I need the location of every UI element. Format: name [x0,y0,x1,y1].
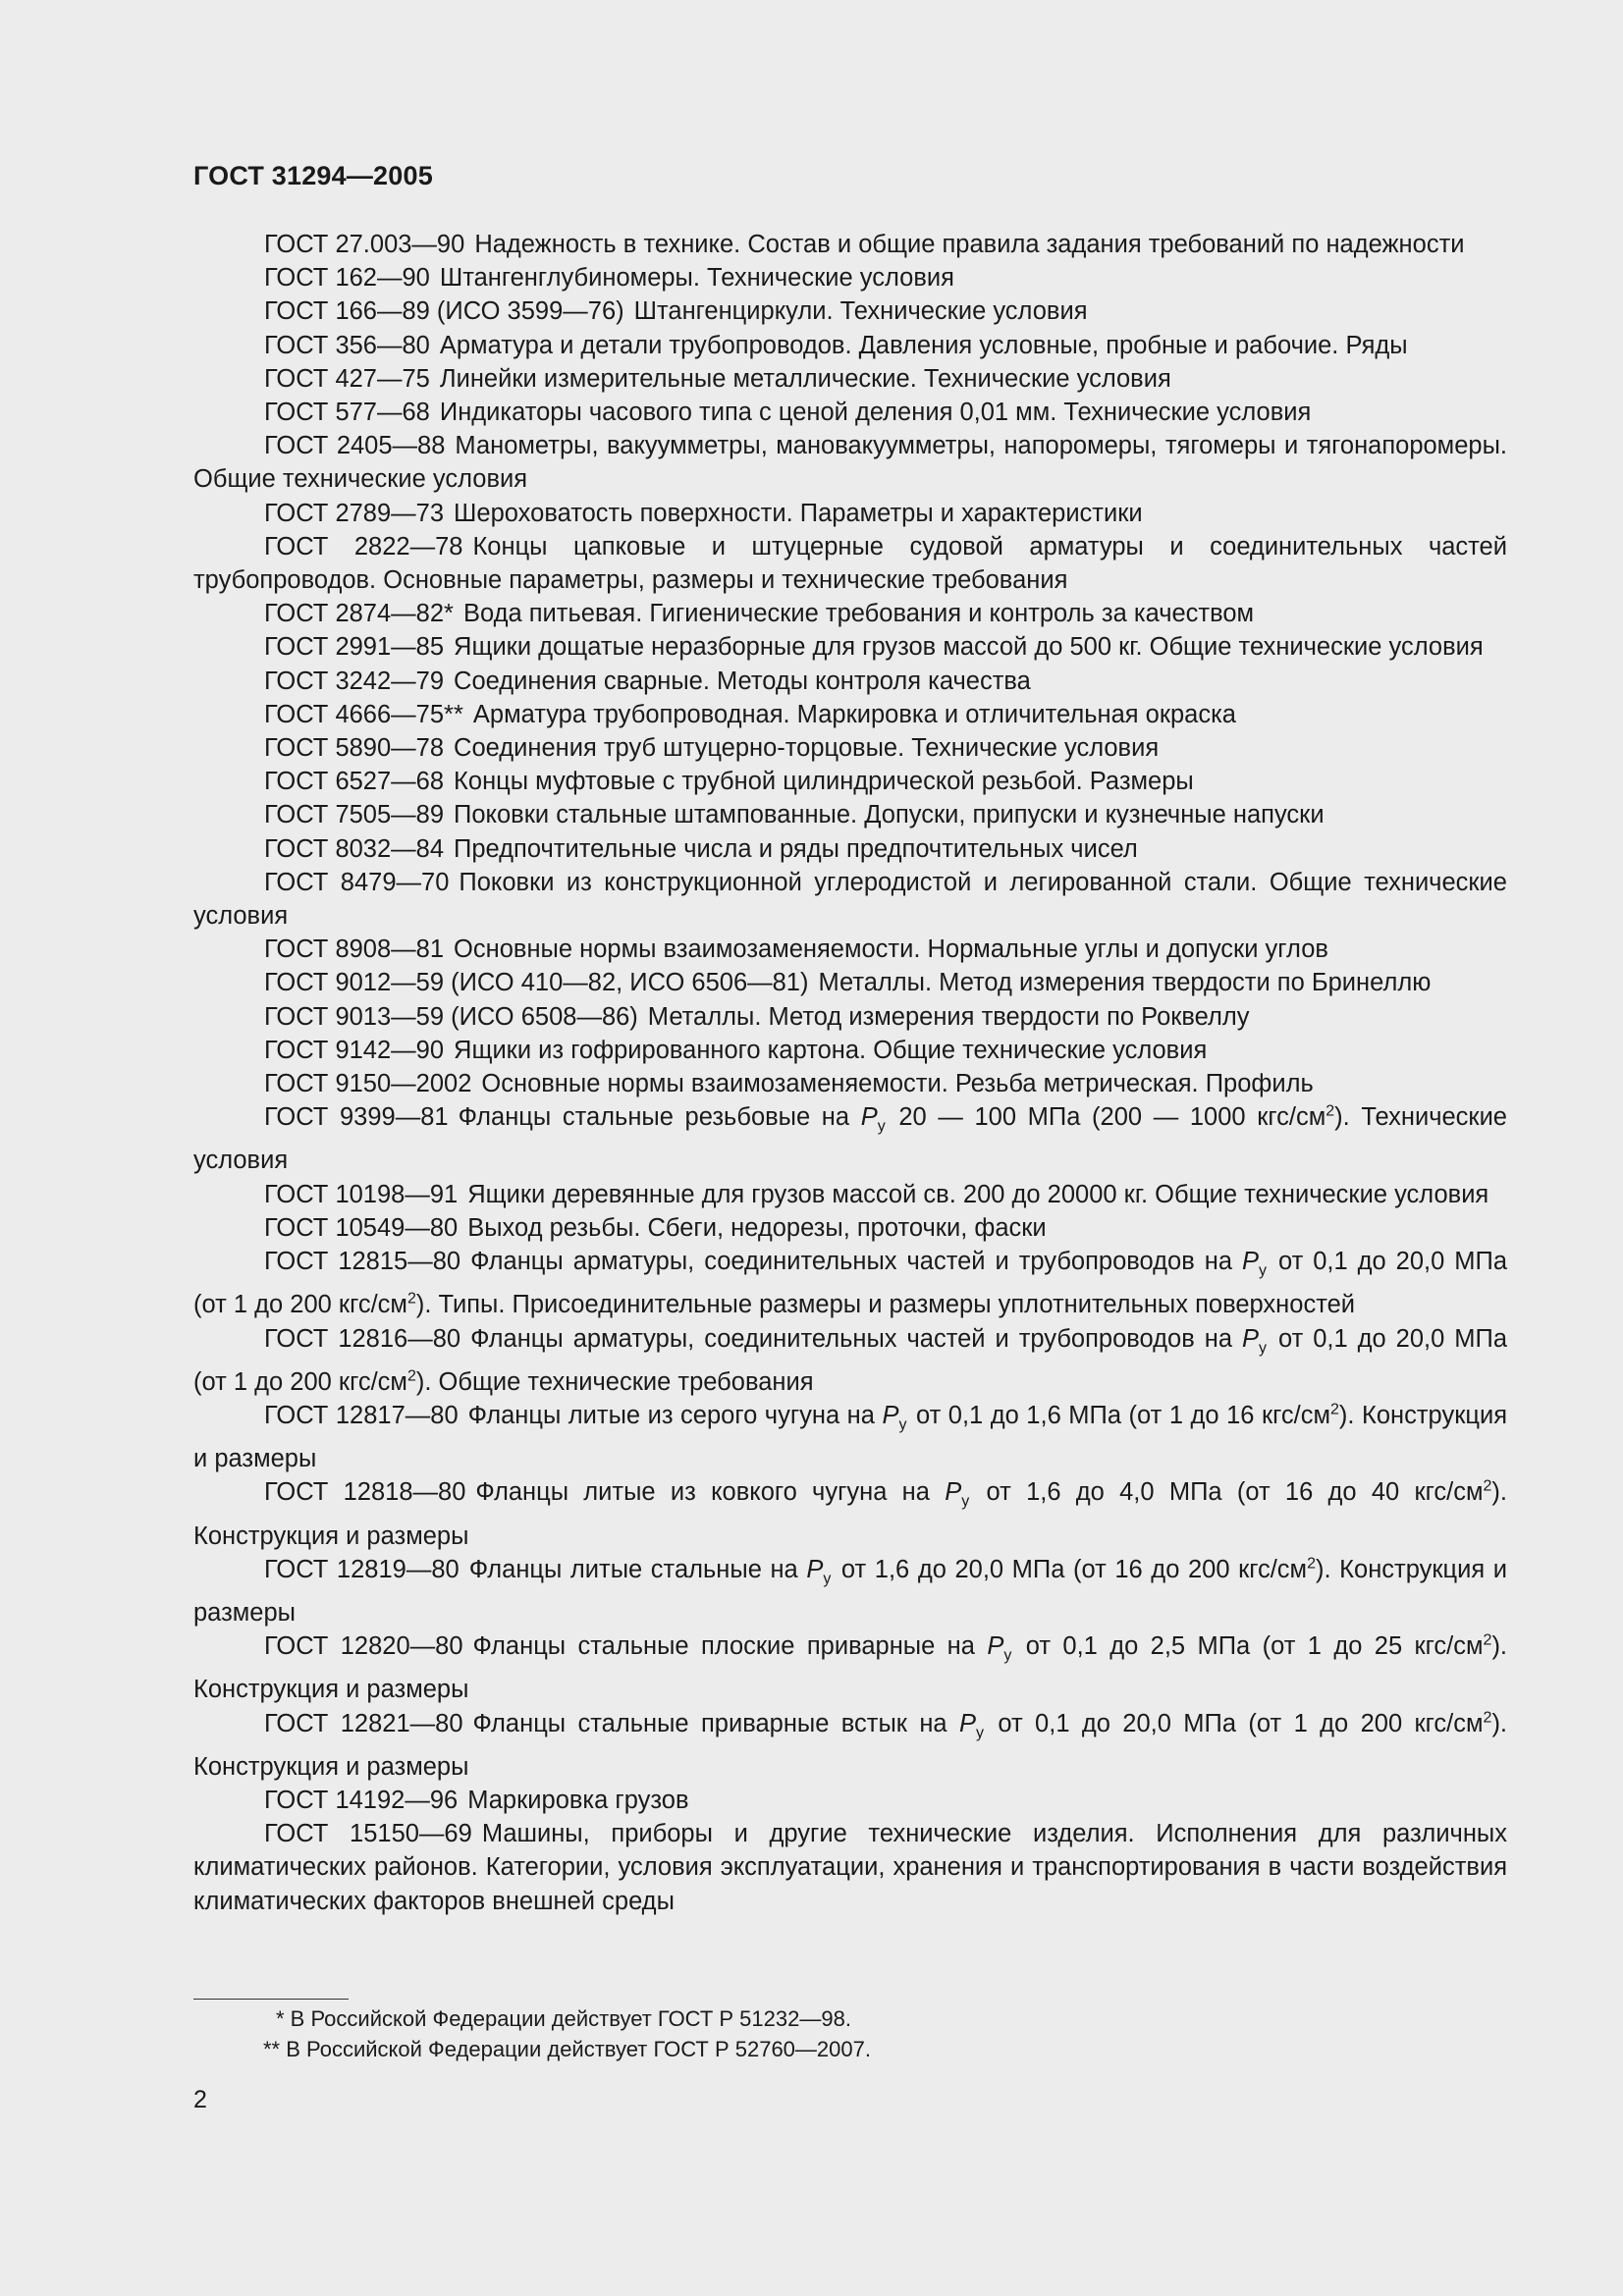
reference-entry [193,1100,1507,1177]
pressure-subscript: у [1003,1647,1012,1665]
reference-code: ГОСТ 356—80 [264,331,430,359]
reference-title: Штангенглубиномеры. Технические условия [439,264,954,293]
unit-superscript: 2 [1483,1477,1492,1495]
reference-entry [193,228,1507,261]
pressure-symbol: P [860,1103,878,1132]
reference-title-part: 20 — 100 МПа (200 — 1000 кгс/см [887,1103,1326,1132]
footnotes [193,2003,1507,2064]
pressure-symbol: P [987,1632,1004,1661]
reference-title-part: от 0,1 до 20,0 МПа (от 1 до 200 кгс/см [986,1709,1484,1737]
reference-entry [193,1399,1507,1475]
reference-title: Штангенциркули. Технические условия [633,297,1088,326]
reference-code: ГОСТ 2789—73 [264,499,445,527]
unit-superscript: 2 [406,1290,416,1308]
reference-title: Индикаторы часового типа с ценой деления 0,01 мм. Технические условия [439,399,1312,427]
reference-code: ГОСТ 9150—2002 [264,1070,472,1098]
reference-entry [193,698,1507,731]
pressure-symbol: P [945,1478,962,1507]
unit-superscript: 2 [1330,1401,1339,1418]
unit-superscript: 2 [1483,1709,1492,1727]
reference-title-part: Фланцы стальные плоские приварные на [472,1632,988,1661]
reference-list [193,228,1507,1918]
reference-entry [193,1245,1507,1321]
reference-entry [193,1000,1507,1034]
reference-title-part: ). Конструкция и размеры [193,1401,1508,1473]
reference-code: ГОСТ 166—89 (ИСО 3599—76) [264,297,624,326]
reference-code: ГОСТ 577—68 [264,399,430,427]
reference-entry [193,294,1507,328]
reference-entry [193,1817,1507,1918]
reference-code: ГОСТ 162—90 [264,264,430,293]
reference-code: ГОСТ 12816—80 [264,1324,461,1353]
reference-title: Манометры, вакуумметры, мановакуумметры, напоромеры, тягомеры и тягонапоромеры. Общие технические условия [193,432,1507,494]
reference-code: ГОСТ 8479—70 [264,868,450,896]
reference-code: ГОСТ 12817—80 [264,1401,459,1429]
reference-entry [193,798,1507,831]
reference-code: ГОСТ 4666—75** [264,700,463,728]
reference-title: Арматура трубопроводная. Маркировка и отличительная окраска [472,700,1236,728]
unit-superscript: 2 [1325,1102,1335,1120]
reference-entry [193,597,1507,630]
reference-title-part: ). Технические условия [193,1103,1507,1175]
reference-title-part: Фланцы литые из серого чугуна на [467,1401,883,1429]
reference-title: Металлы. Метод измерения твердости по Бринеллю [818,969,1432,997]
pressure-subscript: у [898,1415,907,1433]
reference-title: Вода питьевая. Гигиенические требования и контроль за качеством [462,600,1255,628]
reference-code: ГОСТ 6527—68 [264,768,445,796]
reference-title: Шероховатость поверхности. Параметры и характеристики [454,499,1143,527]
pressure-symbol: P [1241,1248,1259,1276]
unit-superscript: 2 [1307,1555,1316,1573]
reference-title-part: от 1,6 до 4,0 МПа (от 16 до 40 кгс/см [971,1478,1484,1507]
reference-code: ГОСТ 7505—89 [264,801,445,829]
reference-code: ГОСТ 8908—81 [264,935,445,964]
reference-title: Соединения сварные. Методы контроля качества [454,667,1031,695]
reference-code: ГОСТ 9012—59 (ИСО 410—82, ИСО 6506—81) [264,969,809,997]
reference-entry [193,1178,1507,1211]
reference-entry [193,362,1507,396]
reference-title: Выход резьбы. Сбеги, недорезы, проточки, фаски [467,1213,1047,1242]
reference-title: Линейки измерительные металлические. Технические условия [439,364,1171,393]
reference-title-part: Фланцы арматуры, соединительных частей и трубопроводов на [470,1324,1242,1353]
reference-title: Соединения труб штуцерно-торцовые. Технические условия [454,734,1160,763]
reference-code: ГОСТ 5890—78 [264,734,445,763]
reference-code: ГОСТ 10198—91 [264,1180,459,1208]
reference-entry [193,933,1507,966]
reference-code: ГОСТ 2822—78 [264,532,463,561]
reference-title-part: ). Конструкция и размеры [193,1632,1508,1704]
reference-title-part: Фланцы стальные резьбовые на [458,1103,861,1132]
reference-code: ГОСТ 14192—96 [264,1786,459,1814]
pressure-subscript: у [961,1493,970,1511]
reference-code: ГОСТ 3242—79 [264,667,445,695]
reference-entry [193,1067,1507,1100]
reference-title-part: Фланцы литые из ковкого чугуна на [475,1478,946,1507]
reference-title-part: Фланцы стальные приварные встык на [472,1709,959,1737]
footnote-2: ** В Российской Федерации действует ГОСТ Р 52760—2007. [263,2037,871,2061]
reference-title: Поковки из конструкционной углеродистой и легированной стали. Общие технические условия [193,868,1507,931]
reference-entry [193,731,1507,765]
page-number: 2 [193,2086,207,2113]
reference-entry [193,1211,1507,1245]
reference-title: Поковки стальные штампованные. Допуски, припуски и кузнечные напуски [454,801,1325,829]
pressure-subscript: у [1258,1339,1267,1357]
reference-title: Маркировка грузов [467,1786,689,1814]
reference-title: Основные нормы взаимозаменяемости. Резьба метрическая. Профиль [481,1070,1314,1098]
reference-code: ГОСТ 27.003—90 [264,231,465,258]
reference-code: ГОСТ 12819—80 [264,1555,460,1583]
reference-title-part: от 0,1 до 20,0 МПа (от 1 до 200 кгс/см [193,1324,1507,1396]
reference-code: ГОСТ 10549—80 [264,1213,459,1242]
document-header: ГОСТ 31294—2005 [193,161,433,190]
reference-entry [193,665,1507,698]
reference-entry [193,1553,1507,1629]
reference-title-part: ). Общие технические требования [415,1367,814,1396]
reference-title-part: от 0,1 до 1,6 МПа (от 1 до 16 кгс/см [908,1401,1330,1429]
reference-title: Концы цапковые и штуцерные судовой арматуры и соединительных частей трубопроводов. Основные параметры, размеры и технические требования [193,532,1507,595]
reference-title: Надежность в технике. Состав и общие правила задания требований по надежности [474,231,1465,258]
reference-entry [193,329,1507,362]
pressure-symbol: P [1241,1324,1259,1353]
reference-title: Арматура и детали трубопроводов. Давления условные, пробные и рабочие. Ряды [439,331,1408,359]
reference-entry [193,1629,1507,1706]
reference-code: ГОСТ 8032—84 [264,834,445,863]
pressure-subscript: у [823,1570,832,1587]
reference-code: ГОСТ 9013—59 (ИСО 6508—86) [264,1002,638,1031]
reference-title: Концы муфтовые с трубной цилиндрической резьбой. Размеры [454,768,1194,796]
reference-title: Предпочтительные числа и ряды предпочтительных чисел [454,834,1138,863]
reference-code: ГОСТ 12821—80 [264,1709,463,1737]
pressure-symbol: P [882,1401,899,1429]
reference-entry [193,630,1507,664]
reference-title: Ящики дощатые неразборные для грузов массой до 500 кг. Общие технические условия [454,633,1484,662]
reference-entry [193,866,1507,933]
pressure-subscript: у [877,1118,886,1136]
reference-code: ГОСТ 9399—81 [264,1103,449,1132]
pressure-symbol: P [958,1709,976,1737]
reference-entry [193,765,1507,798]
reference-entry [193,1707,1507,1784]
unit-superscript: 2 [406,1367,416,1385]
reference-entry [193,530,1507,597]
reference-code: ГОСТ 12818—80 [264,1478,466,1507]
reference-entry [193,832,1507,866]
reference-title-part: Фланцы литые стальные на [468,1555,807,1583]
reference-code: ГОСТ 12820—80 [264,1632,463,1661]
footnote-divider [193,1999,349,2000]
reference-code: ГОСТ 15150—69 [264,1820,472,1848]
reference-title: Металлы. Метод измерения твердости по Роквеллу [647,1002,1250,1031]
reference-title: Ящики деревянные для грузов массой св. 200 до 20000 кг. Общие технические условия [467,1180,1489,1208]
reference-code: ГОСТ 12815—80 [264,1248,461,1276]
reference-title-part: ). Конструкция и размеры [193,1478,1507,1550]
reference-code: ГОСТ 2991—85 [264,633,445,662]
reference-title-part: ). Типы. Присоединительные размеры и размеры уплотнительных поверхностей [415,1291,1356,1319]
reference-title-part: ). Конструкция и размеры [193,1709,1508,1781]
reference-title: Основные нормы взаимозаменяемости. Нормальные углы и допуски углов [454,935,1328,964]
reference-title-part: от 0,1 до 20,0 МПа (от 1 до 200 кгс/см [193,1248,1507,1319]
reference-entry [193,1322,1507,1399]
reference-code: ГОСТ 2405—88 [264,432,446,460]
reference-code: ГОСТ 427—75 [264,364,430,393]
pressure-symbol: P [806,1555,824,1583]
reference-title: Машины, приборы и другие технические изделия. Исполнения для различных климатических районов. Категории, условия эксплуатации, хранения и транспортирования в части воздействия климатических факторов внешней среды [193,1820,1508,1915]
footnote-1: * В Российской Федерации действует ГОСТ Р 51232—98. [276,2006,851,2031]
reference-entry [193,966,1507,999]
reference-title-part: от 1,6 до 20,0 МПа (от 16 до 200 кгс/см [833,1555,1308,1583]
reference-entry [193,1475,1507,1552]
reference-entry [193,396,1507,429]
pressure-subscript: у [976,1724,984,1741]
reference-entry [193,429,1507,496]
reference-title-part: от 0,1 до 2,5 МПа (от 1 до 25 кгс/см [1013,1632,1484,1661]
reference-entry [193,261,1507,294]
reference-title-part: Фланцы арматуры, соединительных частей и трубопроводов на [470,1248,1242,1276]
reference-entry [193,1784,1507,1817]
reference-code: ГОСТ 2874—82* [264,600,454,628]
pressure-subscript: у [1258,1262,1267,1280]
reference-entry [193,497,1507,530]
reference-code: ГОСТ 9142—90 [264,1036,445,1064]
reference-entry [193,1034,1507,1067]
reference-title: Ящики из гофрированного картона. Общие технические условия [454,1036,1208,1064]
unit-superscript: 2 [1483,1631,1492,1649]
reference-title-part: ). Конструкция и размеры [193,1555,1507,1627]
